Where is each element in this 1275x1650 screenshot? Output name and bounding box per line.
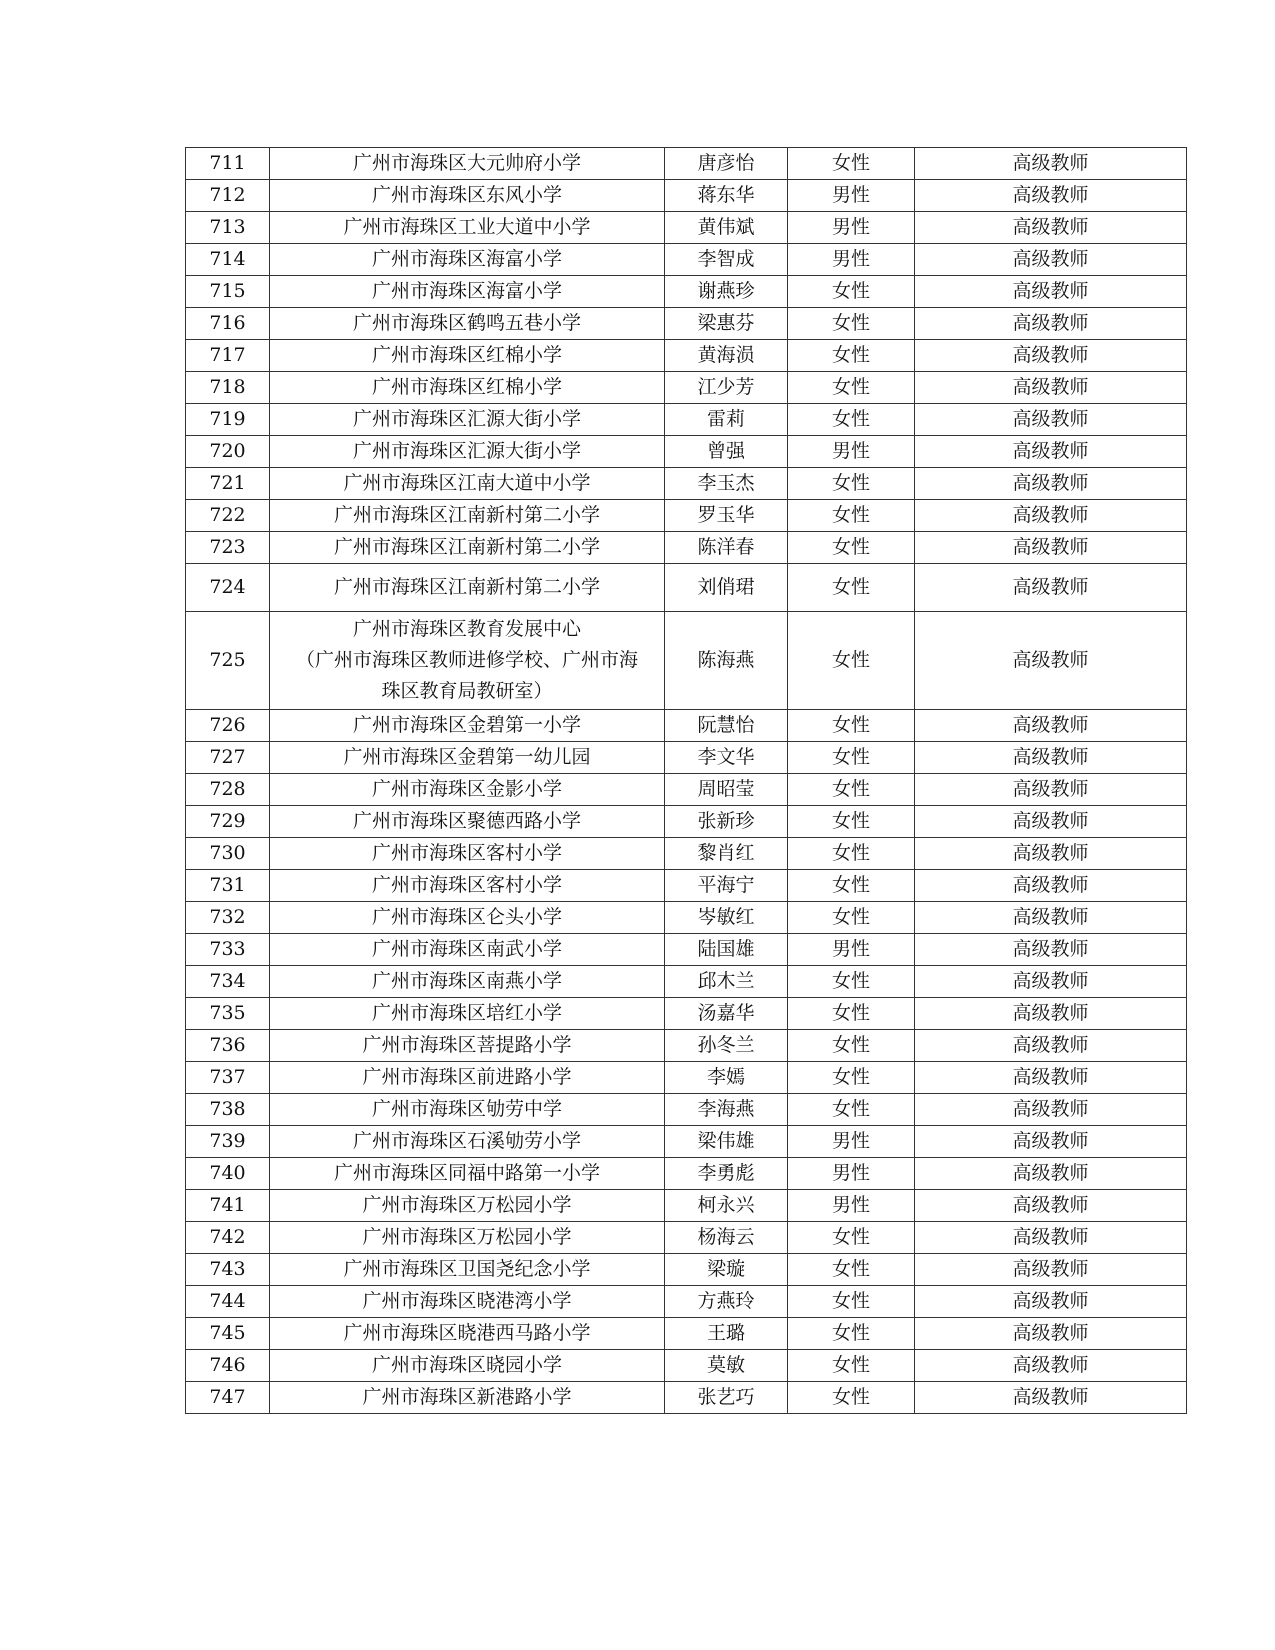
- gender-cell: 女性: [788, 468, 915, 500]
- table-row: [186, 1382, 1187, 1414]
- row-number-cell: 724: [186, 564, 270, 612]
- roster-body: [186, 148, 1187, 1414]
- unit-cell: 广州市海珠区万松园小学: [270, 1190, 665, 1222]
- unit-cell: 广州市海珠区南燕小学: [270, 966, 665, 998]
- unit-cell: 广州市海珠区江南新村第二小学: [270, 564, 665, 612]
- name-cell: 岑敏红: [665, 902, 788, 934]
- gender-cell: 男性: [788, 212, 915, 244]
- table-row: [186, 934, 1187, 966]
- name-cell: 黎肖红: [665, 838, 788, 870]
- table-row: [186, 468, 1187, 500]
- table-row: [186, 244, 1187, 276]
- table-row: [186, 838, 1187, 870]
- row-number-cell: 713: [186, 212, 270, 244]
- row-number-cell: 729: [186, 806, 270, 838]
- unit-cell: 广州市海珠区汇源大街小学: [270, 404, 665, 436]
- name-cell: 李勇彪: [665, 1158, 788, 1190]
- gender-cell: 女性: [788, 838, 915, 870]
- name-cell: 孙冬兰: [665, 1030, 788, 1062]
- name-cell: 李智成: [665, 244, 788, 276]
- gender-cell: 女性: [788, 998, 915, 1030]
- table-row: [186, 340, 1187, 372]
- table-row: [186, 148, 1187, 180]
- title-cell: 高级教师: [915, 308, 1187, 340]
- title-cell: 高级教师: [915, 612, 1187, 710]
- unit-cell: 广州市海珠区海富小学: [270, 276, 665, 308]
- title-cell: 高级教师: [915, 180, 1187, 212]
- unit-cell: 广州市海珠区金碧第一幼儿园: [270, 742, 665, 774]
- title-cell: 高级教师: [915, 870, 1187, 902]
- title-cell: 高级教师: [915, 404, 1187, 436]
- table-row: [186, 500, 1187, 532]
- unit-cell: 广州市海珠区同福中路第一小学: [270, 1158, 665, 1190]
- name-cell: 柯永兴: [665, 1190, 788, 1222]
- title-cell: 高级教师: [915, 244, 1187, 276]
- name-cell: 李文华: [665, 742, 788, 774]
- title-cell: 高级教师: [915, 1062, 1187, 1094]
- gender-cell: 女性: [788, 308, 915, 340]
- gender-cell: 女性: [788, 612, 915, 710]
- name-cell: 邱木兰: [665, 966, 788, 998]
- unit-cell: 广州市海珠区劬劳中学: [270, 1094, 665, 1126]
- row-number-cell: 717: [186, 340, 270, 372]
- title-cell: 高级教师: [915, 564, 1187, 612]
- row-number-cell: 712: [186, 180, 270, 212]
- row-number-cell: 742: [186, 1222, 270, 1254]
- name-cell: 唐彦怡: [665, 148, 788, 180]
- row-number-cell: 725: [186, 612, 270, 710]
- title-cell: 高级教师: [915, 902, 1187, 934]
- title-cell: 高级教师: [915, 468, 1187, 500]
- table-row: [186, 902, 1187, 934]
- name-cell: 张艺巧: [665, 1382, 788, 1414]
- table-row: [186, 564, 1187, 612]
- row-number-cell: 740: [186, 1158, 270, 1190]
- table-row: [186, 212, 1187, 244]
- title-cell: 高级教师: [915, 436, 1187, 468]
- row-number-cell: 735: [186, 998, 270, 1030]
- gender-cell: 女性: [788, 1382, 915, 1414]
- name-cell: 梁惠芬: [665, 308, 788, 340]
- unit-cell: 广州市海珠区石溪劬劳小学: [270, 1126, 665, 1158]
- title-cell: 高级教师: [915, 1158, 1187, 1190]
- unit-cell: 广州市海珠区海富小学: [270, 244, 665, 276]
- table-row: [186, 1062, 1187, 1094]
- name-cell: 刘俏珺: [665, 564, 788, 612]
- name-cell: 李玉杰: [665, 468, 788, 500]
- name-cell: 雷莉: [665, 404, 788, 436]
- unit-cell: 广州市海珠区仑头小学: [270, 902, 665, 934]
- gender-cell: 女性: [788, 1030, 915, 1062]
- row-number-cell: 739: [186, 1126, 270, 1158]
- name-cell: 杨海云: [665, 1222, 788, 1254]
- table-row: [186, 1158, 1187, 1190]
- gender-cell: 男性: [788, 436, 915, 468]
- row-number-cell: 716: [186, 308, 270, 340]
- table-row: [186, 1350, 1187, 1382]
- unit-cell: 广州市海珠区晓港西马路小学: [270, 1318, 665, 1350]
- unit-cell: 广州市海珠区前进路小学: [270, 1062, 665, 1094]
- table-row: [186, 1126, 1187, 1158]
- title-cell: 高级教师: [915, 372, 1187, 404]
- name-cell: 江少芳: [665, 372, 788, 404]
- gender-cell: 男性: [788, 934, 915, 966]
- unit-cell: 广州市海珠区晓园小学: [270, 1350, 665, 1382]
- title-cell: 高级教师: [915, 774, 1187, 806]
- row-number-cell: 737: [186, 1062, 270, 1094]
- unit-line: （广州市海珠区教师进修学校、广州市海: [295, 649, 638, 671]
- table-row: [186, 180, 1187, 212]
- row-number-cell: 718: [186, 372, 270, 404]
- title-cell: 高级教师: [915, 212, 1187, 244]
- table-row: [186, 1222, 1187, 1254]
- table-row: [186, 710, 1187, 742]
- gender-cell: 男性: [788, 1190, 915, 1222]
- table-row: [186, 742, 1187, 774]
- row-number-cell: 746: [186, 1350, 270, 1382]
- table-row: [186, 404, 1187, 436]
- title-cell: 高级教师: [915, 806, 1187, 838]
- title-cell: 高级教师: [915, 1190, 1187, 1222]
- gender-cell: 男性: [788, 1126, 915, 1158]
- gender-cell: 女性: [788, 148, 915, 180]
- name-cell: 张新珍: [665, 806, 788, 838]
- gender-cell: 女性: [788, 564, 915, 612]
- gender-cell: 男性: [788, 244, 915, 276]
- title-cell: 高级教师: [915, 500, 1187, 532]
- title-cell: 高级教师: [915, 1286, 1187, 1318]
- title-cell: 高级教师: [915, 1350, 1187, 1382]
- name-cell: 阮慧怡: [665, 710, 788, 742]
- table-row: [186, 774, 1187, 806]
- table-row: [186, 1094, 1187, 1126]
- row-number-cell: 714: [186, 244, 270, 276]
- gender-cell: 女性: [788, 404, 915, 436]
- gender-cell: 女性: [788, 532, 915, 564]
- name-cell: 陈洋春: [665, 532, 788, 564]
- unit-cell: 广州市海珠区江南新村第二小学: [270, 500, 665, 532]
- table-row: [186, 1190, 1187, 1222]
- title-cell: 高级教师: [915, 276, 1187, 308]
- gender-cell: 女性: [788, 1062, 915, 1094]
- gender-cell: 女性: [788, 340, 915, 372]
- unit-cell: 广州市海珠区工业大道中小学: [270, 212, 665, 244]
- table-row: [186, 532, 1187, 564]
- table-row: [186, 1030, 1187, 1062]
- gender-cell: 女性: [788, 966, 915, 998]
- unit-cell: 广州市海珠区万松园小学: [270, 1222, 665, 1254]
- name-cell: 黄伟斌: [665, 212, 788, 244]
- unit-cell: 广州市海珠区金碧第一小学: [270, 710, 665, 742]
- row-number-cell: 733: [186, 934, 270, 966]
- title-cell: 高级教师: [915, 934, 1187, 966]
- table-row: [186, 612, 1187, 710]
- title-cell: 高级教师: [915, 1030, 1187, 1062]
- gender-cell: 女性: [788, 1286, 915, 1318]
- unit-cell: [270, 612, 665, 710]
- gender-cell: 女性: [788, 372, 915, 404]
- gender-cell: 女性: [788, 742, 915, 774]
- name-cell: 陈海燕: [665, 612, 788, 710]
- name-cell: 蒋东华: [665, 180, 788, 212]
- row-number-cell: 736: [186, 1030, 270, 1062]
- title-cell: 高级教师: [915, 710, 1187, 742]
- title-cell: 高级教师: [915, 1382, 1187, 1414]
- unit-cell: 广州市海珠区卫国尧纪念小学: [270, 1254, 665, 1286]
- row-number-cell: 743: [186, 1254, 270, 1286]
- title-cell: 高级教师: [915, 838, 1187, 870]
- title-cell: 高级教师: [915, 148, 1187, 180]
- gender-cell: 女性: [788, 276, 915, 308]
- title-cell: 高级教师: [915, 998, 1187, 1030]
- name-cell: 梁璇: [665, 1254, 788, 1286]
- row-number-cell: 723: [186, 532, 270, 564]
- row-number-cell: 727: [186, 742, 270, 774]
- name-cell: 莫敏: [665, 1350, 788, 1382]
- unit-cell: 广州市海珠区南武小学: [270, 934, 665, 966]
- unit-cell: 广州市海珠区金影小学: [270, 774, 665, 806]
- gender-cell: 女性: [788, 1318, 915, 1350]
- unit-cell: 广州市海珠区菩提路小学: [270, 1030, 665, 1062]
- title-cell: 高级教师: [915, 966, 1187, 998]
- unit-cell: 广州市海珠区大元帅府小学: [270, 148, 665, 180]
- unit-cell: 广州市海珠区客村小学: [270, 838, 665, 870]
- name-cell: 周昭莹: [665, 774, 788, 806]
- gender-cell: 女性: [788, 774, 915, 806]
- name-cell: 谢燕珍: [665, 276, 788, 308]
- gender-cell: 女性: [788, 500, 915, 532]
- gender-cell: 女性: [788, 1222, 915, 1254]
- table-row: [186, 436, 1187, 468]
- title-cell: 高级教师: [915, 1254, 1187, 1286]
- name-cell: 汤嘉华: [665, 998, 788, 1030]
- title-cell: 高级教师: [915, 340, 1187, 372]
- gender-cell: 男性: [788, 180, 915, 212]
- table-row: [186, 1318, 1187, 1350]
- unit-cell: 广州市海珠区新港路小学: [270, 1382, 665, 1414]
- title-cell: 高级教师: [915, 1094, 1187, 1126]
- name-cell: 王璐: [665, 1318, 788, 1350]
- name-cell: 曾强: [665, 436, 788, 468]
- row-number-cell: 711: [186, 148, 270, 180]
- table-row: [186, 276, 1187, 308]
- title-cell: 高级教师: [915, 532, 1187, 564]
- name-cell: 罗玉华: [665, 500, 788, 532]
- table-row: [186, 372, 1187, 404]
- row-number-cell: 721: [186, 468, 270, 500]
- unit-cell: 广州市海珠区汇源大街小学: [270, 436, 665, 468]
- unit-cell: 广州市海珠区红棉小学: [270, 372, 665, 404]
- name-cell: 方燕玲: [665, 1286, 788, 1318]
- title-cell: 高级教师: [915, 1318, 1187, 1350]
- row-number-cell: 726: [186, 710, 270, 742]
- name-cell: 李海燕: [665, 1094, 788, 1126]
- gender-cell: 男性: [788, 1158, 915, 1190]
- table-row: [186, 1286, 1187, 1318]
- table-row: [186, 998, 1187, 1030]
- unit-line: 珠区教育局教研室）: [381, 680, 553, 702]
- table-row: [186, 1254, 1187, 1286]
- table-row: [186, 308, 1187, 340]
- row-number-cell: 738: [186, 1094, 270, 1126]
- title-cell: 高级教师: [915, 1222, 1187, 1254]
- unit-line: 广州市海珠区教育发展中心: [352, 618, 581, 640]
- unit-cell: 广州市海珠区鹤鸣五巷小学: [270, 308, 665, 340]
- table-row: [186, 806, 1187, 838]
- row-number-cell: 734: [186, 966, 270, 998]
- name-cell: 平海宁: [665, 870, 788, 902]
- gender-cell: 女性: [788, 806, 915, 838]
- gender-cell: 女性: [788, 1254, 915, 1286]
- row-number-cell: 728: [186, 774, 270, 806]
- title-cell: 高级教师: [915, 742, 1187, 774]
- row-number-cell: 731: [186, 870, 270, 902]
- unit-cell: 广州市海珠区聚德西路小学: [270, 806, 665, 838]
- row-number-cell: 741: [186, 1190, 270, 1222]
- name-cell: 陆国雄: [665, 934, 788, 966]
- title-cell: 高级教师: [915, 1126, 1187, 1158]
- gender-cell: 女性: [788, 902, 915, 934]
- name-cell: 李嫣: [665, 1062, 788, 1094]
- unit-cell: 广州市海珠区东风小学: [270, 180, 665, 212]
- name-cell: 黄海涢: [665, 340, 788, 372]
- teacher-roster-table: [185, 147, 1187, 1414]
- unit-cell: 广州市海珠区江南大道中小学: [270, 468, 665, 500]
- row-number-cell: 715: [186, 276, 270, 308]
- unit-cell: 广州市海珠区客村小学: [270, 870, 665, 902]
- row-number-cell: 747: [186, 1382, 270, 1414]
- row-number-cell: 722: [186, 500, 270, 532]
- row-number-cell: 732: [186, 902, 270, 934]
- gender-cell: 女性: [788, 1094, 915, 1126]
- table-row: [186, 870, 1187, 902]
- unit-cell: 广州市海珠区晓港湾小学: [270, 1286, 665, 1318]
- row-number-cell: 720: [186, 436, 270, 468]
- table-row: [186, 966, 1187, 998]
- row-number-cell: 719: [186, 404, 270, 436]
- unit-cell: 广州市海珠区红棉小学: [270, 340, 665, 372]
- gender-cell: 女性: [788, 1350, 915, 1382]
- gender-cell: 女性: [788, 870, 915, 902]
- name-cell: 梁伟雄: [665, 1126, 788, 1158]
- unit-cell: 广州市海珠区江南新村第二小学: [270, 532, 665, 564]
- unit-cell: 广州市海珠区培红小学: [270, 998, 665, 1030]
- row-number-cell: 744: [186, 1286, 270, 1318]
- row-number-cell: 745: [186, 1318, 270, 1350]
- gender-cell: 女性: [788, 710, 915, 742]
- row-number-cell: 730: [186, 838, 270, 870]
